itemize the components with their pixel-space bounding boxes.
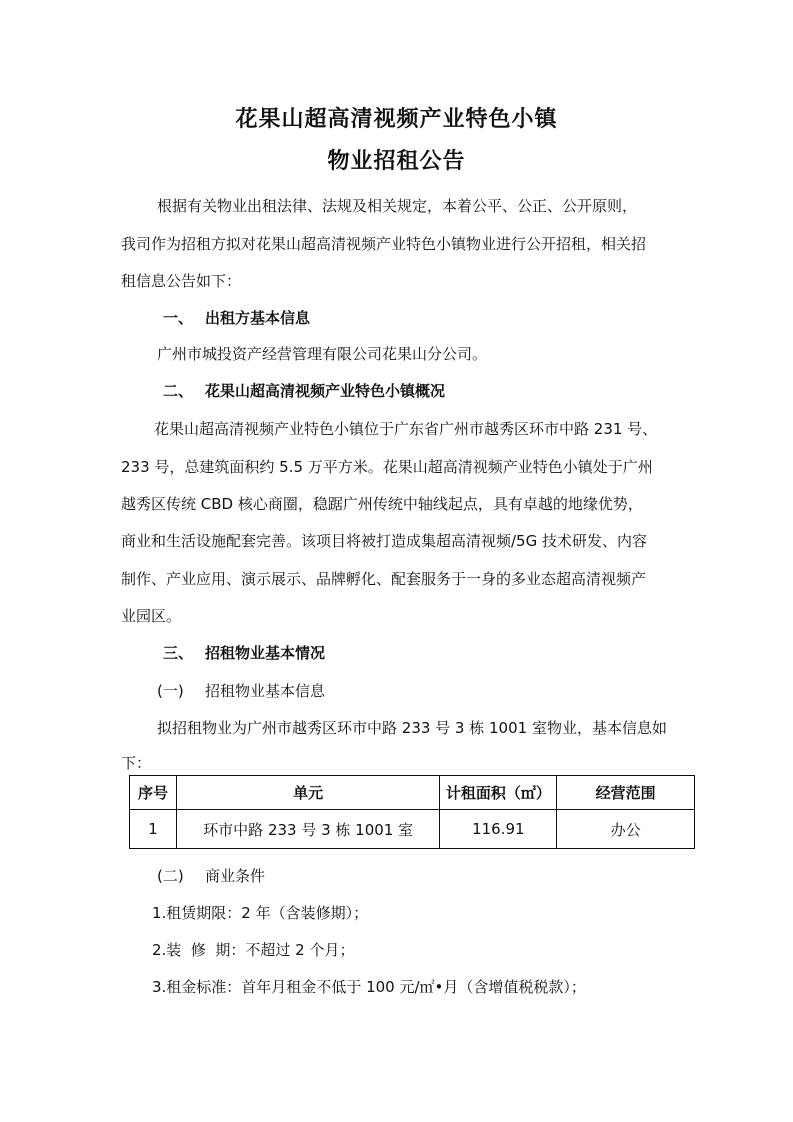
- section-2-line: 商业和生活设施配套完善。该项目将被打造成集超高清视频/5G 技术研发、内容: [121, 532, 647, 550]
- section-2-line: 233 号，总建筑面积约 5.5 万平方米。花果山超高清视频产业特色小镇处于广州: [121, 458, 653, 476]
- condition-item: 3.租金标准：首年月租金不低于 100 元/㎡•月（含增值税税款）；: [152, 978, 586, 996]
- subsection-2-heading: [157, 866, 266, 886]
- intro-line-3: 租信息公告如下：: [121, 272, 242, 290]
- section-2-title: 花果山超高清视频产业特色小镇概况: [205, 382, 446, 400]
- property-info-line-2: 下：: [121, 754, 152, 772]
- section-1-body: 广州市城投资产经营管理有限公司花果山分公司。: [157, 345, 488, 363]
- document-subtitle: 物业招租公告: [327, 149, 466, 174]
- condition-item: 1.租赁期限：2 年（含装修期）；: [152, 904, 369, 922]
- table-cell: 环市中路 233 号 3 栋 1001 室: [176, 810, 439, 849]
- table-cell: 116.91: [440, 810, 557, 849]
- subsection-2-title: 商业条件: [205, 867, 266, 885]
- section-2-number: 二、: [163, 382, 194, 400]
- table-header-cell: 单元: [176, 776, 439, 810]
- section-3-title: 招租物业基本情况: [205, 644, 326, 662]
- subsection-1-title: 招租物业基本信息: [205, 682, 326, 700]
- subsection-1-number: (一): [157, 682, 184, 700]
- section-3-number: 三、: [163, 644, 194, 662]
- section-1-title: 出租方基本信息: [205, 309, 311, 327]
- subsection-2-number: (二): [157, 867, 184, 885]
- section-2-heading: [163, 381, 446, 401]
- table-header-row: [130, 776, 695, 810]
- table-header-cell: 序号: [130, 776, 177, 810]
- section-1-number: 一、: [163, 309, 194, 327]
- table-header-cell: 经营范围: [557, 776, 695, 810]
- intro-line-1: 根据有关物业出租法律、法规及相关规定，本着公平、公正、公开原则，: [157, 197, 638, 215]
- section-2-line: 花果山超高清视频产业特色小镇位于广东省广州市越秀区环市中路 231 号、: [154, 420, 658, 438]
- section-1-heading: [163, 308, 311, 328]
- condition-item: 2.装 修 期：不超过 2 个月；: [152, 941, 355, 959]
- property-info-line-1: 拟招租物业为广州市越秀区环市中路 233 号 3 栋 1001 室物业，基本信息如: [157, 719, 667, 737]
- section-2-line: 制作、产业应用、演示展示、品牌孵化、配套服务于一身的多业态超高清视频产: [121, 570, 647, 588]
- section-2-line: 业园区。: [121, 607, 182, 625]
- document-title: 花果山超高清视频产业特色小镇: [235, 107, 558, 132]
- intro-line-2: 我司作为招租方拟对花果山超高清视频产业特色小镇物业进行公开招租，相关招: [121, 235, 647, 253]
- subsection-1-heading: [157, 681, 326, 701]
- table-cell: 1: [130, 810, 177, 849]
- property-table: [129, 775, 695, 849]
- section-3-heading: [163, 643, 326, 663]
- table-header-cell: 计租面积（㎡）: [440, 776, 557, 810]
- table-row: [130, 810, 695, 849]
- table-cell: 办公: [557, 810, 695, 849]
- section-2-line: 越秀区传统 CBD 核心商圈，稳踞广州传统中轴线起点，具有卓越的地缘优势，: [121, 495, 643, 513]
